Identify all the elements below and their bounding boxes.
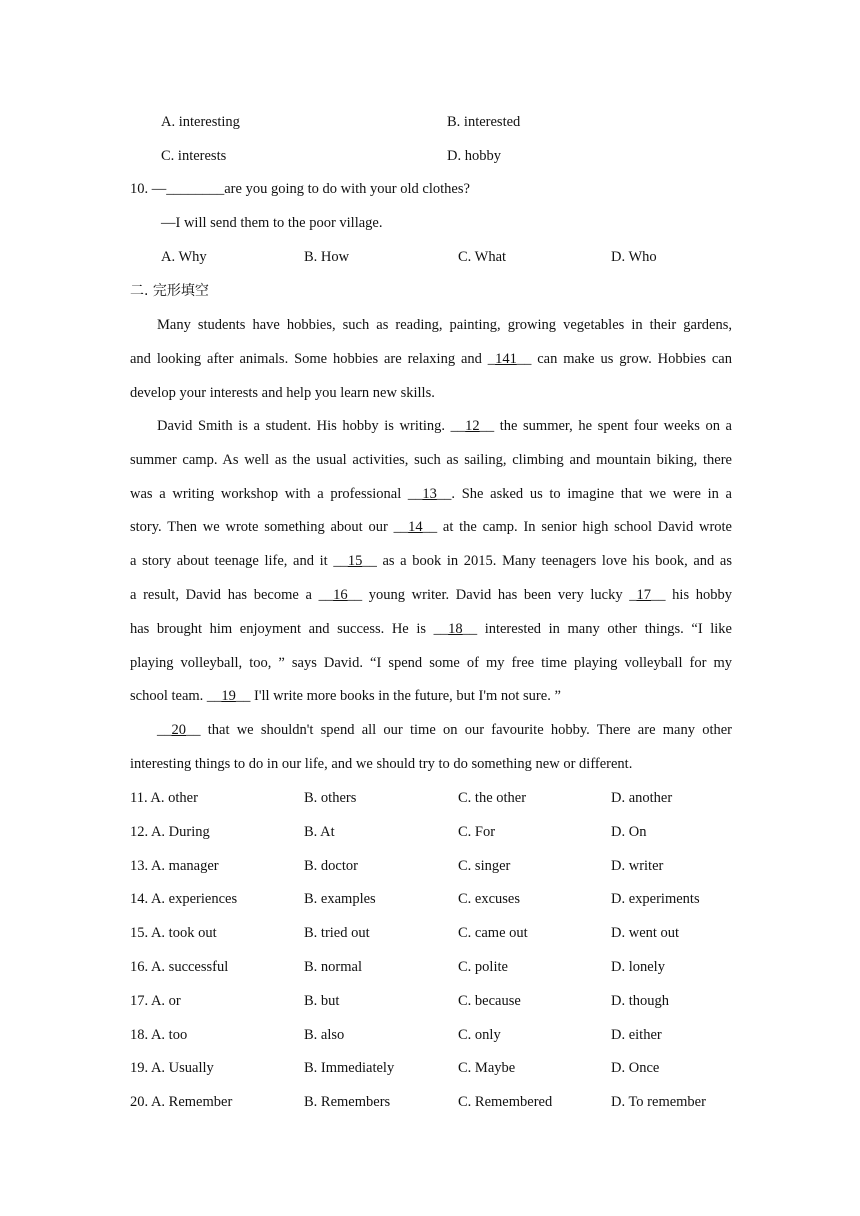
passage-text: David Smith is a student. His hobby is writing. __ bbox=[157, 418, 466, 434]
passage-line bbox=[130, 686, 732, 706]
passage-line bbox=[130, 383, 732, 403]
passage-line bbox=[130, 653, 732, 673]
passage-text: __ interested in many other things. “I like bbox=[462, 620, 732, 637]
question-option-d: D. To remember bbox=[611, 1094, 706, 1111]
question-option-d: D. Once bbox=[611, 1060, 660, 1077]
passage-line bbox=[130, 551, 732, 571]
passage-text: __ the summer, he spent four weeks on a bbox=[479, 418, 732, 434]
question-option-c: C. Remembered bbox=[458, 1094, 553, 1111]
question-option-c: C. polite bbox=[458, 959, 508, 975]
question-option-c: C. the other bbox=[458, 790, 527, 806]
passage-text: __ can make us grow. Hobbies can bbox=[516, 350, 732, 367]
question-option-a: 12. A. During bbox=[130, 823, 210, 840]
passage-text: __ bbox=[157, 722, 172, 738]
passage-line bbox=[130, 754, 732, 774]
q9-option-b: B. interested bbox=[447, 114, 521, 130]
passage-text: was a writing workshop with a professional __ bbox=[130, 485, 423, 502]
question-option-a: 15. A. took out bbox=[130, 925, 217, 942]
passage-line bbox=[130, 484, 732, 504]
question-option-d: D. On bbox=[611, 823, 647, 840]
question-option-c: C. came out bbox=[458, 925, 528, 942]
passage-line bbox=[130, 619, 732, 639]
question-option-c: C. Maybe bbox=[458, 1060, 516, 1077]
passage-line bbox=[130, 450, 732, 470]
question-option-b: B. Immediately bbox=[304, 1060, 395, 1077]
q10-question: 10. —________are you going to do with your old clothes? bbox=[130, 181, 470, 197]
passage-text: __ at the camp. In senior high school David wrote bbox=[422, 519, 732, 536]
passage-text: __ young writer. David has been very lucky _ bbox=[347, 587, 637, 603]
passage-text: summer camp. As well as the usual activities, such as sailing, climbing and mountain biking, there bbox=[130, 451, 732, 468]
blank-number: 17 bbox=[636, 587, 651, 603]
question-option-a: 20. A. Remember bbox=[130, 1094, 233, 1111]
q10-answer-line: —I will send them to the poor village. bbox=[161, 215, 383, 231]
question-option-d: D. either bbox=[611, 1026, 662, 1043]
blank-number: 16 bbox=[333, 587, 348, 603]
q9-option-a: A. interesting bbox=[161, 114, 240, 130]
question-option-a: 17. A. or bbox=[130, 992, 181, 1009]
passage-text: __ I'll write more books in the future, but I'm not sure. ” bbox=[235, 688, 561, 705]
passage-text: __ his hobby bbox=[651, 587, 733, 603]
passage-text: develop your interests and help you learn new skills. bbox=[130, 384, 435, 401]
question-option-d: D. lonely bbox=[611, 959, 665, 975]
question-option-b: B. also bbox=[304, 1026, 345, 1043]
question-option-c: C. For bbox=[458, 823, 496, 840]
passage-text: and looking after animals. Some hobbies are relaxing and _ bbox=[130, 350, 496, 367]
question-option-c: C. only bbox=[458, 1026, 501, 1043]
passage-text: interesting things to do in our life, and we should try to do something new or different. bbox=[130, 755, 633, 772]
blank-number: 14 bbox=[408, 519, 423, 536]
question-option-d: D. writer bbox=[611, 857, 664, 874]
q10-option-d: D. Who bbox=[611, 249, 657, 265]
q9-option-c: C. interests bbox=[161, 148, 227, 164]
passage-text: __ that we shouldn't spend all our time on our favourite hobby. There are many other bbox=[186, 722, 732, 738]
question-option-d: D. went out bbox=[611, 925, 680, 942]
q10-option-b: B. How bbox=[304, 249, 350, 265]
passage-text: a story about teenage life, and it __ bbox=[130, 553, 348, 570]
question-option-a: 16. A. successful bbox=[130, 959, 229, 975]
passage-text: Many students have hobbies, such as reading, painting, growing vegetables in their gardens, bbox=[157, 317, 732, 333]
passage-line bbox=[130, 315, 732, 335]
question-option-a: 13. A. manager bbox=[130, 857, 219, 874]
blank-number: 141 bbox=[495, 350, 517, 367]
question-option-b: B. At bbox=[304, 823, 335, 840]
question-option-d: D. another bbox=[611, 790, 673, 806]
passage-text: a result, David has become a __ bbox=[130, 587, 334, 603]
passage-line bbox=[130, 585, 732, 605]
question-option-d: D. though bbox=[611, 992, 669, 1009]
question-option-a: 18. A. too bbox=[130, 1026, 188, 1043]
question-option-c: C. singer bbox=[458, 857, 511, 874]
passage-text: __. She asked us to imagine that we were in a bbox=[436, 485, 732, 502]
passage-text: __ as a book in 2015. Many teenagers love his book, and as bbox=[362, 553, 732, 570]
passage-text: story. Then we wrote something about our __ bbox=[130, 519, 409, 536]
blank-number: 13 bbox=[422, 485, 437, 502]
passage-text: playing volleyball, too, ” says David. “I spend some of my free time playing volleyball for my bbox=[130, 654, 732, 671]
passage-text: school team. __ bbox=[130, 688, 222, 705]
blank-number: 18 bbox=[448, 620, 463, 637]
blank-number: 15 bbox=[347, 553, 363, 570]
passage-line bbox=[130, 720, 732, 740]
passage-text: has brought him enjoyment and success. He is __ bbox=[130, 620, 449, 637]
q10-option-c: C. What bbox=[458, 249, 507, 265]
blank-number: 20 bbox=[171, 722, 186, 738]
question-option-b: B. others bbox=[304, 790, 357, 806]
passage-line bbox=[130, 517, 732, 537]
passage-line bbox=[130, 349, 732, 369]
question-option-b: B. normal bbox=[304, 959, 362, 975]
question-option-b: B. but bbox=[304, 992, 340, 1009]
blank-number: 19 bbox=[221, 688, 236, 705]
question-option-b: B. examples bbox=[304, 891, 376, 908]
question-option-b: B. Remembers bbox=[304, 1094, 391, 1111]
section-heading: 二. 完形填空 bbox=[130, 283, 209, 299]
passage-line bbox=[130, 416, 732, 436]
blank-number: 12 bbox=[465, 418, 480, 434]
q10-option-a: A. Why bbox=[161, 249, 207, 265]
question-option-b: B. doctor bbox=[304, 857, 358, 874]
question-option-a: 11. A. other bbox=[130, 790, 198, 806]
question-option-d: D. experiments bbox=[611, 891, 700, 908]
question-option-a: 14. A. experiences bbox=[130, 891, 238, 908]
question-option-b: B. tried out bbox=[304, 925, 370, 942]
question-option-c: C. excuses bbox=[458, 891, 521, 908]
q9-option-d: D. hobby bbox=[447, 148, 501, 164]
question-option-c: C. because bbox=[458, 992, 521, 1009]
question-option-a: 19. A. Usually bbox=[130, 1060, 214, 1077]
